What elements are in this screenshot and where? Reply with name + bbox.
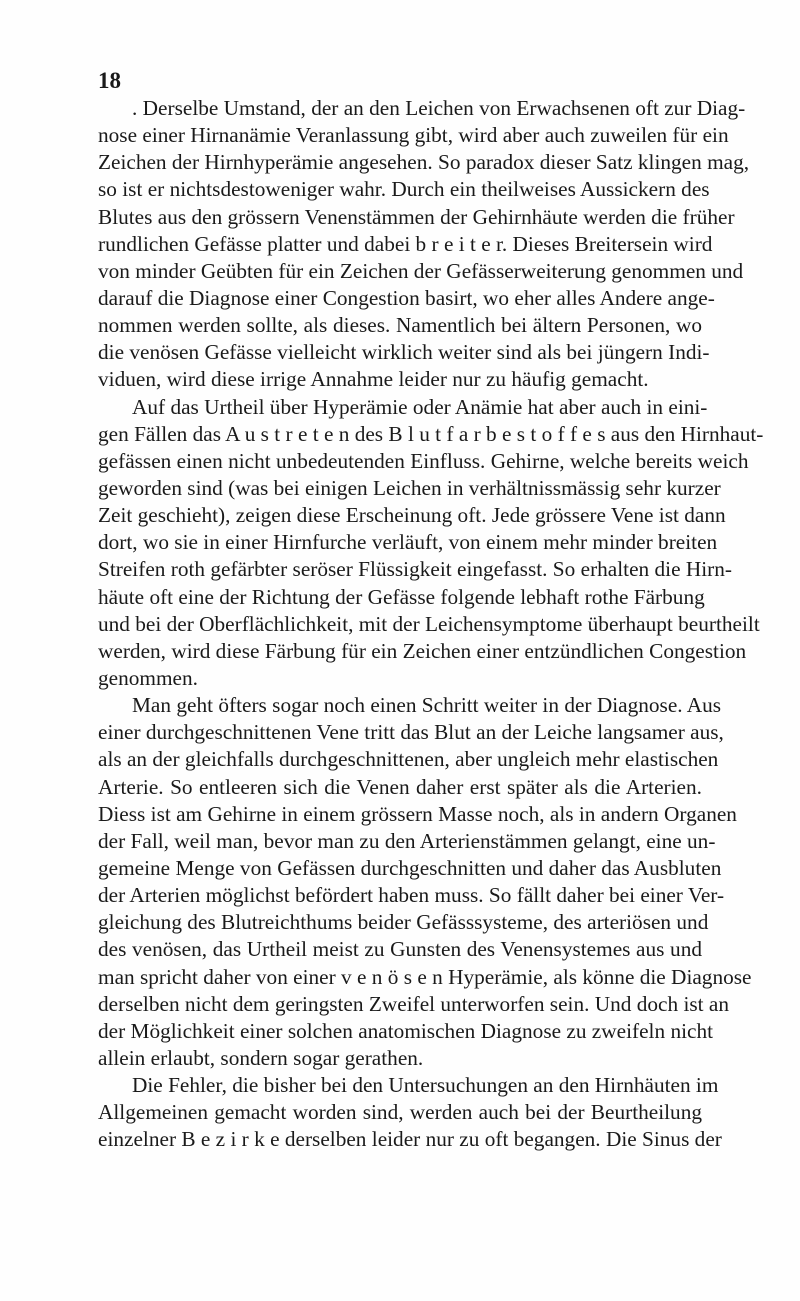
text-line: Diess ist am Gehirne in einem grössern Masse noch, als in andern Organen xyxy=(98,801,737,826)
text-line: als an der gleichfalls durchgeschnittenen, aber ungleich mehr elastischen xyxy=(98,747,719,772)
text-line: Man geht öfters sogar noch einen Schritt weiter in der Diagnose. Aus xyxy=(132,693,722,718)
text-line: darauf die Diagnose einer Congestion basirt, wo eher alles Andere ange- xyxy=(98,285,715,310)
text-line: Arterie. So entleeren sich die Venen daher erst später als die Arterien. xyxy=(98,774,702,799)
text-line: gemeine Menge von Gefässen durchgeschnitten und daher das Ausbluten xyxy=(98,855,722,880)
text-line: von minder Geübten für ein Zeichen der Gefässerweiterung genommen und xyxy=(98,258,744,283)
text-line: der Möglichkeit einer solchen anatomischen Diagnose zu zweifeln nicht xyxy=(98,1018,714,1043)
text-line: Allgemeinen gemacht worden sind, werden auch bei der Beurtheilung xyxy=(98,1100,702,1125)
text-line: allein erlaubt, sondern sogar gerathen. xyxy=(98,1045,424,1070)
body-text xyxy=(98,95,764,1153)
text-line: dort, wo sie in einer Hirnfurche verläuft, von einem mehr minder breiten xyxy=(98,530,718,555)
text-line: gefässen einen nicht unbedeutenden Einfluss. Gehirne, welche bereits weich xyxy=(98,448,749,473)
text-line: . Derselbe Umstand, der an den Leichen von Erwachsenen oft zur Diag- xyxy=(132,96,746,120)
text-line: häute oft eine der Richtung der Gefässe folgende lebhaft rothe Färbung xyxy=(98,584,705,609)
text-line: die venösen Gefässe vielleicht wirklich weiter sind als bei jüngern Indi- xyxy=(98,340,710,365)
text-line: derselben nicht dem geringsten Zweifel unterworfen sein. Und doch ist an xyxy=(98,991,730,1016)
text-line: geworden sind (was bei einigen Leichen in verhältnissmässig sehr kurzer xyxy=(98,475,721,500)
text-line: viduen, wird diese irrige Annahme leider nur zu häufig gemacht. xyxy=(98,367,649,392)
text-line: rundlichen Gefässe platter und dabei b r e i t e r. Dieses Breitersein wird xyxy=(98,231,713,256)
text-line: nommen werden sollte, als dieses. Namentlich bei ältern Personen, wo xyxy=(98,313,702,338)
text-line: Blutes aus den grössern Venenstämmen der Gehirnhäute werden die früher xyxy=(98,204,735,229)
text-line: Streifen roth gefärbter seröser Flüssigkeit eingefasst. So erhalten die Hirn- xyxy=(98,557,732,582)
text-line: nose einer Hirnanämie Veranlassung gibt, wird aber auch zuweilen für ein xyxy=(98,123,729,148)
text-line: einer durchgeschnittenen Vene tritt das Blut an der Leiche langsamer aus, xyxy=(98,720,724,745)
text-line: gleichung des Blutreichthums beider Gefässsysteme, des arteriösen und xyxy=(98,910,709,935)
text-line: Auf das Urtheil über Hyperämie oder Anämie hat aber auch in eini- xyxy=(132,394,708,419)
text-line: man spricht daher von einer v e n ö s e n Hyperämie, als könne die Diagnose xyxy=(98,964,752,989)
page-number: 18 xyxy=(98,68,121,93)
text-line: so ist er nichtsdestoweniger wahr. Durch ein theilweises Aussickern des xyxy=(98,177,710,202)
text-line: genommen. xyxy=(98,665,198,690)
text-line: Zeichen der Hirnhyperämie angesehen. So paradox dieser Satz klingen mag, xyxy=(98,150,750,175)
text-line: und bei der Oberflächlichkeit, mit der Leichensymptome überhaupt beurtheilt xyxy=(98,611,760,636)
text-line: einzelner B e z i r k e derselben leider nur zu oft begangen. Die Sinus der xyxy=(98,1127,722,1152)
text-line: werden, wird diese Färbung für ein Zeichen einer entzündlichen Congestion xyxy=(98,638,747,663)
text-line: des venösen, das Urtheil meist zu Gunsten des Venensystemes aus und xyxy=(98,937,702,962)
text-line: Zeit geschieht), zeigen diese Erscheinung oft. Jede grössere Vene ist dann xyxy=(98,503,726,528)
text-line: gen Fällen das A u s t r e t e n des B l u t f a r b e s t o f f e s aus den Hirnhaut- xyxy=(98,421,764,446)
text-line: der Arterien möglichst befördert haben muss. So fällt daher bei einer Ver- xyxy=(98,883,725,908)
text-line: der Fall, weil man, bevor man zu den Arterienstämmen gelangt, eine un- xyxy=(98,828,716,853)
text-line: Die Fehler, die bisher bei den Untersuchungen an den Hirnhäuten im xyxy=(132,1073,719,1098)
